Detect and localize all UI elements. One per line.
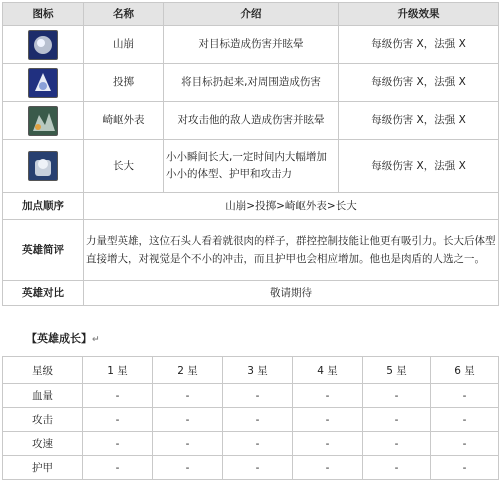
growth-cell: -	[83, 432, 153, 456]
growth-cell: -	[223, 408, 293, 432]
skill-row	[3, 102, 499, 140]
growth-cell: -	[363, 432, 431, 456]
growth-cell: -	[363, 408, 431, 432]
growth-header-cell: 3 星	[223, 357, 293, 384]
header-upgrade: 升级效果	[339, 3, 499, 26]
avalanche-icon	[28, 30, 58, 60]
growth-row-label: 攻击	[3, 408, 83, 432]
growth-cell: -	[223, 456, 293, 480]
growth-row-armor	[3, 456, 499, 480]
growth-cell: -	[83, 408, 153, 432]
growth-cell: -	[363, 384, 431, 408]
skill-intro: 将目标扔起来,对周围造成伤害	[164, 64, 339, 102]
order-value: 山崩>投掷>崎岖外表>长大	[84, 193, 499, 220]
skill-intro: 小小瞬间长大,一定时间内大幅增加小小的体型、护甲和攻击力	[164, 140, 339, 193]
growth-cell: -	[293, 432, 363, 456]
growth-cell: -	[153, 408, 223, 432]
skill-name: 崎岖外表	[84, 102, 164, 140]
header-intro: 介绍	[164, 3, 339, 26]
growth-cell: -	[223, 384, 293, 408]
growth-row-label: 护甲	[3, 456, 83, 480]
order-row	[3, 193, 499, 220]
growth-cell: -	[431, 408, 499, 432]
skill-upgrade: 每级伤害 X，法强 X	[339, 140, 499, 193]
growth-cell: -	[293, 384, 363, 408]
growth-row-label: 血量	[3, 384, 83, 408]
growth-header-cell: 6 星	[431, 357, 499, 384]
growth-table	[2, 356, 499, 480]
skill-upgrade: 每级伤害 X，法强 X	[339, 64, 499, 102]
skill-name: 长大	[84, 140, 164, 193]
growth-row-label: 攻速	[3, 432, 83, 456]
growth-header-row	[3, 357, 499, 384]
order-label: 加点顺序	[3, 193, 84, 220]
skill-row	[3, 140, 499, 193]
skill-row	[3, 26, 499, 64]
growth-header-cell: 2 星	[153, 357, 223, 384]
growth-header-cell: 4 星	[293, 357, 363, 384]
growth-header-cell: 5 星	[363, 357, 431, 384]
grow-icon	[28, 151, 58, 181]
skill-name: 山崩	[84, 26, 164, 64]
skills-header-row	[3, 3, 499, 26]
review-label: 英雄简评	[3, 220, 84, 281]
skill-intro: 对攻击他的敌人造成伤害并眩晕	[164, 102, 339, 140]
skill-row	[3, 64, 499, 102]
growth-cell: -	[83, 456, 153, 480]
skill-intro: 对目标造成伤害并眩晕	[164, 26, 339, 64]
growth-cell: -	[431, 456, 499, 480]
growth-cell: -	[223, 432, 293, 456]
growth-cell: -	[431, 432, 499, 456]
review-text: 力量型英雄，这位石头人看着就很肉的样子，群控控制技能让他更有吸引力。长大后体型直接增大，对视觉是个不小的冲击，而且护甲也会相应增加。他也是肉盾的人选之一。	[84, 220, 499, 281]
growth-cell: -	[431, 384, 499, 408]
header-icon: 图标	[3, 3, 84, 26]
skills-table	[2, 2, 499, 306]
growth-cell: -	[153, 432, 223, 456]
compare-value: 敬请期待	[84, 281, 499, 306]
skill-upgrade: 每级伤害 X，法强 X	[339, 26, 499, 64]
growth-cell: -	[363, 456, 431, 480]
growth-cell: -	[83, 384, 153, 408]
compare-label: 英雄对比	[3, 281, 84, 306]
growth-header-cell: 1 星	[83, 357, 153, 384]
growth-cell: -	[153, 456, 223, 480]
craggy-exterior-icon	[28, 106, 58, 136]
skill-name: 投掷	[84, 64, 164, 102]
growth-row-attack	[3, 408, 499, 432]
toss-icon	[28, 68, 58, 98]
growth-cell: -	[293, 408, 363, 432]
growth-header-cell: 星级	[3, 357, 83, 384]
growth-row-attack-speed	[3, 432, 499, 456]
growth-cell: -	[153, 384, 223, 408]
growth-row-hp	[3, 384, 499, 408]
header-name: 名称	[84, 3, 164, 26]
compare-row	[3, 281, 499, 306]
review-row	[3, 220, 499, 281]
skill-upgrade: 每级伤害 X，法强 X	[339, 102, 499, 140]
growth-section-title: 【英雄成长】↵	[26, 332, 100, 345]
growth-cell: -	[293, 456, 363, 480]
